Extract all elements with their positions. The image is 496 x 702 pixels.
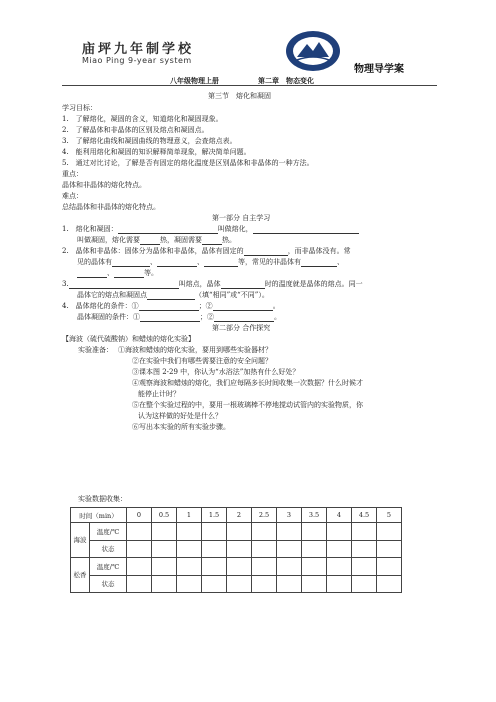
prep-item: ③课本图 2-29 中，你认为“水浴法”加热有什么好处？	[132, 368, 300, 376]
time-cell: 1.5	[202, 508, 227, 523]
data-cell[interactable]	[152, 523, 177, 541]
data-cell[interactable]	[352, 575, 377, 593]
q3-line1: 3. 叫熔点，晶体 时的温度就是晶体的熔点。同一	[62, 280, 363, 288]
q2-line3: 、 等。	[77, 269, 158, 278]
goal-item: 2. 了解晶体和非晶体的区别及熔点和凝固点。	[62, 126, 209, 134]
data-cell[interactable]	[152, 575, 177, 593]
time-cell: 0	[127, 508, 152, 523]
time-cell: 2.5	[252, 508, 277, 523]
time-cell: 5	[377, 508, 402, 523]
data-cell[interactable]	[177, 558, 202, 576]
data-cell[interactable]	[252, 558, 277, 576]
data-cell[interactable]	[227, 575, 252, 593]
data-cell[interactable]	[177, 575, 202, 593]
blank[interactable]	[140, 314, 200, 322]
data-cell[interactable]	[202, 575, 227, 593]
data-cell[interactable]	[227, 523, 252, 541]
row-sub-label: 温度/℃	[90, 558, 127, 576]
data-cell[interactable]	[252, 540, 277, 558]
blank[interactable]	[118, 226, 218, 234]
prep-label: 实验准备：	[78, 346, 113, 354]
data-cell[interactable]	[202, 558, 227, 576]
table-row	[71, 523, 402, 541]
goal-item: 1. 了解熔化，凝固的含义，知道熔化和凝固现象。	[62, 115, 223, 123]
key-label: 重点：	[62, 170, 83, 178]
data-cell[interactable]	[377, 540, 402, 558]
table-row	[71, 558, 402, 576]
data-cell[interactable]	[152, 558, 177, 576]
data-cell[interactable]	[202, 523, 227, 541]
time-cell: 0.5	[152, 508, 177, 523]
data-cell[interactable]	[277, 558, 302, 576]
data-cell[interactable]	[302, 575, 327, 593]
data-cell[interactable]	[177, 523, 202, 541]
blank[interactable]	[253, 226, 359, 234]
data-cell[interactable]	[277, 523, 302, 541]
time-header: 时间（min）	[71, 508, 127, 523]
blank[interactable]	[214, 314, 274, 322]
blank[interactable]	[202, 237, 222, 245]
prep-item: ①海波和蜡烛的熔化实验，要用到哪些实验器材？	[118, 346, 272, 354]
blank[interactable]	[69, 281, 179, 289]
blank[interactable]	[112, 259, 150, 267]
time-cell: 4.5	[352, 508, 377, 523]
goals-label: 学习目标：	[62, 104, 97, 112]
data-cell[interactable]	[352, 540, 377, 558]
goal-item: 5. 通过对比讨论，了解是否有固定的熔化温度是区别晶体和非晶体的一种方法。	[62, 159, 314, 167]
table-row	[71, 540, 402, 558]
data-cell[interactable]	[127, 558, 152, 576]
blank[interactable]	[213, 303, 273, 311]
blank[interactable]	[114, 270, 144, 278]
blank[interactable]	[147, 292, 195, 300]
data-cell[interactable]	[352, 523, 377, 541]
data-cell[interactable]	[202, 540, 227, 558]
data-cell[interactable]	[152, 540, 177, 558]
goal-item: 3. 了解熔化曲线和凝固曲线的物理意义，会查熔点表。	[62, 137, 237, 145]
blank[interactable]	[301, 259, 337, 267]
data-cell[interactable]	[127, 523, 152, 541]
q4-line1: 4. 晶体熔化的条件：① ；② 。	[62, 302, 280, 310]
q3-line2: 晶体它的熔点和凝固点 （填“相同”或“不同”）。	[77, 291, 269, 299]
data-cell[interactable]	[302, 523, 327, 541]
doc-title: 物理导学案	[354, 64, 404, 75]
blank[interactable]	[157, 259, 197, 267]
data-cell[interactable]	[352, 558, 377, 576]
data-cell[interactable]	[277, 575, 302, 593]
difficulty-label: 难点：	[62, 192, 83, 200]
prep-item: ②在实验中我们有哪些需要注意的安全问题？	[132, 357, 272, 365]
prep-item: 能停止计时？	[138, 390, 180, 398]
data-cell[interactable]	[252, 523, 277, 541]
data-cell[interactable]	[302, 540, 327, 558]
table-row	[71, 508, 402, 523]
q1-line2: 叫做凝固，熔化需要 热，凝固需要 热。	[77, 236, 236, 244]
header-divider	[62, 85, 437, 86]
substance-label: 松香	[71, 558, 90, 593]
q2-line1: 2. 晶体和非晶体：固体分为晶体和非晶体，晶体有固定的 ，而非晶体没有。常	[62, 247, 351, 255]
school-name-en: Miao Ping 9-year system	[82, 56, 192, 65]
row-sub-label: 温度/℃	[90, 523, 127, 541]
school-name-cn: 庙坪九年制学校	[82, 42, 195, 57]
data-cell[interactable]	[327, 575, 352, 593]
data-cell[interactable]	[377, 523, 402, 541]
prep-item: ⑤在整个实验过程的中，要用一根玻璃棒不停地搅动试管内的实验物质，你	[132, 401, 363, 409]
key-text: 晶体和非晶体的熔化特点。	[62, 181, 146, 189]
time-cell: 3.5	[302, 508, 327, 523]
data-cell[interactable]	[302, 558, 327, 576]
row-sub-label: 状态	[90, 540, 127, 558]
school-emblem-icon	[285, 30, 341, 72]
blank[interactable]	[244, 248, 288, 256]
blank[interactable]	[204, 259, 238, 267]
blank[interactable]	[139, 303, 199, 311]
row-sub-label: 状态	[90, 575, 127, 593]
data-cell[interactable]	[327, 540, 352, 558]
time-cell: 3	[277, 508, 302, 523]
time-cell: 2	[227, 508, 252, 523]
data-cell[interactable]	[327, 558, 352, 576]
blank[interactable]	[221, 281, 265, 289]
q2-line2: 见的晶体有 、 、 等，常见的非晶体有 、	[77, 258, 344, 266]
data-cell[interactable]	[127, 575, 152, 593]
data-cell[interactable]	[327, 523, 352, 541]
q1-line1: 1. 熔化和凝固： 叫做熔化，	[62, 225, 359, 234]
data-cell[interactable]	[252, 575, 277, 593]
grade-label: 八年级物理上册	[170, 76, 219, 85]
prep-item: ④观察海波和蜡烛的熔化，我们应每隔多长时间收集一次数据？什么时候才	[132, 379, 363, 387]
part1-heading: 第一部分 自主学习	[212, 214, 271, 222]
data-cell[interactable]	[177, 540, 202, 558]
chapter-label: 第二章 物态变化	[258, 76, 314, 85]
part2-heading: 第二部分 合作探究	[212, 324, 271, 332]
data-cell[interactable]	[227, 558, 252, 576]
difficulty-text: 总结晶体和非晶体的熔化特点。	[62, 203, 160, 211]
blank[interactable]	[140, 237, 160, 245]
data-cell[interactable]	[377, 575, 402, 593]
data-cell[interactable]	[127, 540, 152, 558]
time-cell: 4	[327, 508, 352, 523]
section-title: 第三节 熔化和凝固	[208, 92, 271, 100]
data-table	[70, 507, 402, 593]
experiment-title: 【海波（硫代硫酸钠）和蜡烛的熔化实验】	[62, 335, 195, 343]
goal-item: 4. 能利用熔化和凝固的知识解释简单现象，解决简单问题。	[62, 148, 251, 156]
q4-line2: 晶体凝固的条件：① ；② 。	[77, 313, 281, 321]
substance-label: 海波	[71, 523, 90, 558]
data-cell[interactable]	[227, 540, 252, 558]
prep-item: 认为这样做的好处是什么？	[138, 412, 222, 420]
data-collection-label: 实验数据收集：	[78, 495, 127, 503]
prep-item: ⑥写出本实验的所有实验步骤。	[132, 423, 230, 431]
blank[interactable]	[77, 270, 107, 278]
time-cell: 1	[177, 508, 202, 523]
data-cell[interactable]	[277, 540, 302, 558]
data-cell[interactable]	[377, 558, 402, 576]
table-row	[71, 575, 402, 593]
